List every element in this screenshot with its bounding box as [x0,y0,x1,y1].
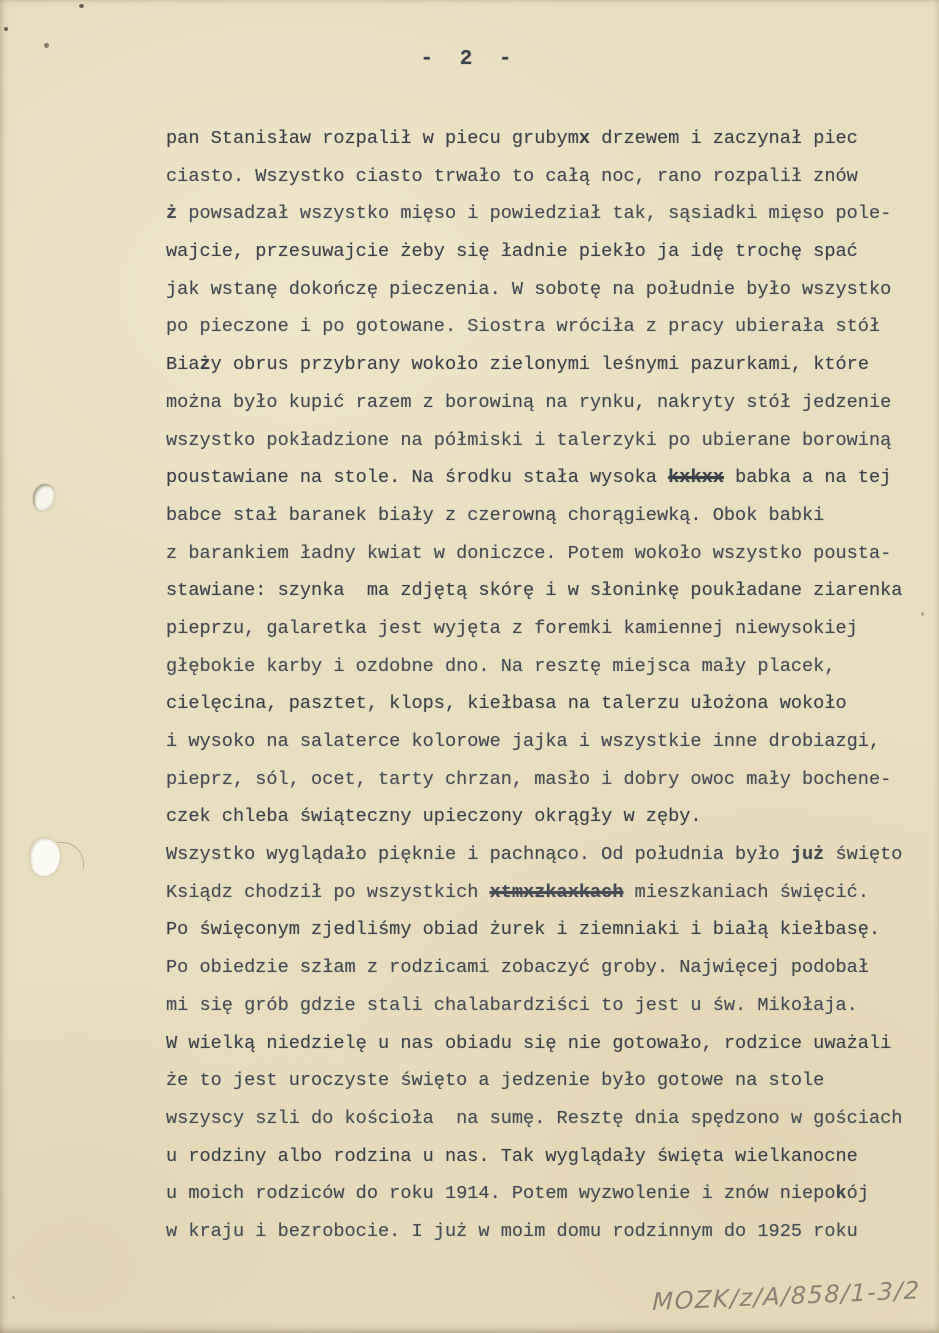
text-segment: już [790,844,825,866]
text-segment: Ksiądz chodził po wszystkich [166,881,490,903]
text-line [166,610,928,648]
text-segment: Po święconym zjedliśmy obiad żurek i ziemniaki i białą kiełbasę. [166,919,881,941]
text-segment: u rodziny albo rodzina u nas. Tak wyglądały święta wielkanocne [166,1145,858,1167]
text-line [166,874,928,912]
text-line [166,1175,928,1213]
text-segment: drzewem i zaczynał piec [590,128,858,149]
text-line [166,911,928,949]
text-segment: w kraju i bezrobocie. I już w moim domu rodzinnym do 1925 roku [166,1220,858,1242]
text-line [166,836,928,874]
text-segment: stawiane: szynka ma zdjętą skórę i w słoninkę poukładane ziarenka [166,580,903,602]
text-segment: po pieczone i po gotowane. Siostra wróciła z pracy ubierała stół [166,316,881,338]
text-line [166,798,928,836]
text-line [166,685,928,723]
text-segment: ciasto. Wszystko ciasto trwało to całą noc, rano rozpalił znów [166,165,858,187]
paper-speck [44,43,49,48]
text-line [166,195,928,233]
text-segment: pan Stanisław rozpalił w piecu grubym [166,128,579,149]
text-segment: wszyscy szli do kościoła na sumę. Resztę dnia spędzono w gościach [166,1107,903,1129]
text-line [166,459,928,497]
text-segment: ż [199,354,211,376]
text-segment: święto [824,844,903,866]
text-segment: cielęcina, pasztet, klops, kiełbasa na talerzu ułożona wokoło [166,693,847,715]
text-segment: Bia [166,354,200,376]
text-segment: wszystko pokładzione na półmiski i talerzyki po ubierane borowiną [166,429,892,451]
text-segment: kxkxx [668,467,724,489]
text-segment: głębokie karby i ozdobne dno. Na resztę miejsca mały placek, [166,655,836,677]
text-line [166,422,928,460]
text-segment: W wielką niedzielę u nas obiadu się nie gotowało, rodzice uważali [166,1032,892,1054]
typewritten-text [166,120,928,1251]
text-segment: mi się grób gdzie stali chalabardziści to jest u św. Mikołaja. [166,994,858,1016]
text-segment: pieprz, sól, ocet, tarty chrzan, masło i dobry owoc mały bochene- [166,768,892,790]
text-segment: Wszystko wyglądało pięknie i pachnąco. Od południa było [166,844,791,866]
text-segment: ój [846,1183,869,1205]
text-segment: u moich rodziców do roku 1914. Potem wyzwolenie i znów niepo [166,1183,836,1205]
text-segment: jak wstanę dokończę pieczenia. W sobotę na południe było wszystko [166,278,892,300]
text-line [166,1213,928,1251]
text-line [166,535,928,573]
text-line [166,648,928,686]
text-line [166,987,928,1025]
text-segment: że to jest uroczyste święto a jedzenie było gotowe na stole [166,1070,825,1092]
text-line [166,572,928,610]
text-line [166,949,928,987]
text-segment: wajcie, przesuwajcie żeby się ładnie piekło ja idę trochę spać [166,241,858,263]
paper-speck [79,4,84,8]
text-segment: z barankiem ładny kwiat w doniczce. Potem wokoło wszystko pousta- [166,542,892,564]
text-line [166,308,928,346]
text-segment: xtmxzkaxkach [489,881,624,903]
text-segment: babce stał baranek biały z czerowną chorągiewką. Obok babki [166,504,825,526]
page-number: - 2 - [420,48,519,71]
text-line [166,723,928,761]
text-line [166,1100,928,1138]
text-line [166,158,928,196]
text-line [166,761,928,799]
text-segment: można było kupić razem z borowiną na rynku, nakryty stół jedzenie [166,391,892,413]
text-line [166,233,928,271]
text-segment: powsadzał wszystko mięso i powiedział tak, sąsiadki mięso pole- [177,203,892,225]
text-segment: poustawiane na stole. Na środku stała wysoka [166,467,669,489]
paper-hole-top [33,484,55,511]
archive-annotation: MOZK/z/A/858/1-3/2 [652,1276,921,1316]
text-line [166,1025,928,1063]
text-segment: Po obiedzie szłam z rodzicami zobaczyć groby. Najwięcej podobał [166,957,869,979]
text-line [166,1062,928,1100]
text-segment: k [835,1183,847,1205]
paper-speck [4,27,8,31]
text-line [166,271,928,309]
text-segment: mieszkaniach święcić. [623,881,869,903]
text-line [166,346,928,384]
text-line [166,1138,928,1176]
text-segment: y obrus przybrany wokoło zielonymi leśnymi pazurkami, które [210,354,869,376]
text-line [166,497,928,535]
pencil-scribble [57,842,84,869]
text-segment: x [578,128,591,149]
paper-speck [921,612,924,616]
text-line [166,384,928,422]
text-segment: czek chleba świąteczny upieczony okrągły w zęby. [166,806,702,828]
paper-hole-bottom [30,838,60,876]
text-segment: babka a na tej [723,467,892,489]
text-line [166,120,928,158]
text-segment: i wysoko na salaterce kolorowe jajka i wszystkie inne drobiazgi, [166,731,881,752]
text-segment: ż [166,203,178,225]
text-segment: pieprzu, galaretka jest wyjęta z foremki kamiennej niewysokiej [166,617,858,639]
paper-speck [12,1296,15,1299]
